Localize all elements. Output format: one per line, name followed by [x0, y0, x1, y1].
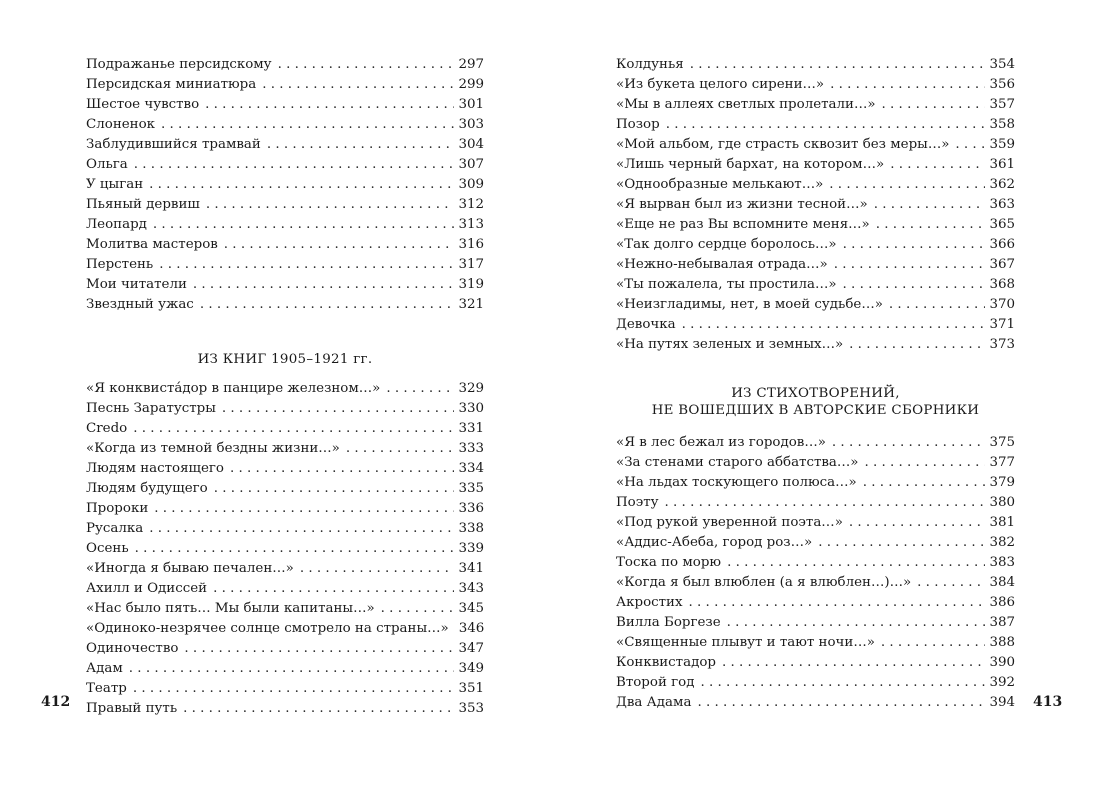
toc-entry: [86, 255, 484, 275]
dot-leader: [689, 593, 986, 613]
toc-entry: [86, 639, 484, 659]
toc-entry: [86, 579, 484, 599]
section-heading-uncollected-line1: ИЗ СТИХОТВОРЕНИЙ,: [731, 386, 900, 401]
toc-entry-page: 373: [989, 337, 1015, 352]
toc-entry-page: 356: [989, 77, 1015, 92]
toc-entry-title: «Я конквиста́дор в панцире железном…»: [86, 381, 381, 396]
dot-leader: [874, 195, 986, 215]
toc-entry-title: «На путях зеленых и земных…»: [616, 337, 844, 352]
toc-entry-title: Персидская миниатюра: [86, 77, 257, 92]
dot-leader: [864, 453, 985, 473]
toc-entry: [86, 215, 484, 235]
toc-entry-page: 386: [989, 595, 1015, 610]
toc-entry-page: 367: [989, 257, 1015, 272]
toc-entry-title: «Еще не раз Вы вспомните меня…»: [616, 217, 870, 232]
toc-entry-page: 347: [458, 641, 484, 656]
toc-entry-page: 365: [989, 217, 1015, 232]
dot-leader: [153, 215, 455, 235]
toc-entry: [616, 315, 1015, 335]
right-page: [550, 0, 1100, 789]
toc-entry-title: Credo: [86, 421, 128, 436]
dot-leader: [832, 433, 986, 453]
toc-entry: [86, 95, 484, 115]
toc-entry-title: Конквистадор: [616, 655, 716, 670]
toc-entry-title: «Нас было пять… Мы были капитаны…»: [86, 601, 375, 616]
toc-entry-page: 343: [458, 581, 484, 596]
toc-entry: [86, 235, 484, 255]
dot-leader: [300, 559, 455, 579]
toc-entry-page: 377: [989, 455, 1015, 470]
dot-leader: [183, 699, 454, 719]
section-heading-books: ИЗ КНИГ 1905–1921 гг.: [197, 352, 373, 367]
toc-entry-page: 321: [458, 297, 484, 312]
toc-entry-title: Людям будущего: [86, 481, 208, 496]
dot-leader: [278, 55, 455, 75]
toc-entry-page: 392: [989, 675, 1015, 690]
dot-leader: [917, 573, 985, 593]
toc-entry-page: 334: [458, 461, 484, 476]
toc-entry-title: «Я вырван был из жизни тесной…»: [616, 197, 868, 212]
toc-entry-page: 388: [989, 635, 1015, 650]
toc-entry-title: «Когда из темной бездны жизни…»: [86, 441, 340, 456]
toc-entry: [616, 155, 1015, 175]
dot-leader: [267, 135, 455, 155]
toc-entry: [86, 479, 484, 499]
toc-entry-title: «Неизгладимы, нет, в моей судьбе…»: [616, 297, 883, 312]
dot-leader: [722, 653, 985, 673]
toc-entry-title: Перстень: [86, 257, 154, 272]
toc-entry-title: «Священные плывут и тают ночи…»: [616, 635, 875, 650]
toc-entry-title: Мои читатели: [86, 277, 187, 292]
toc-entry-title: Подражанье персидскому: [86, 57, 272, 72]
toc-entry-title: Молитва мастеров: [86, 237, 218, 252]
toc-entry: [86, 499, 484, 519]
dot-leader: [214, 479, 455, 499]
dot-leader: [134, 155, 455, 175]
toc-entry-title: «Под рукой уверенной поэта…»: [616, 515, 843, 530]
toc-entry-title: Пророки: [86, 501, 149, 516]
toc-entry-page: 370: [989, 297, 1015, 312]
toc-list-left-top: [86, 55, 484, 315]
dot-leader: [184, 639, 454, 659]
toc-entry-title: Колдунья: [616, 57, 684, 72]
page-number-left: 412: [41, 694, 71, 710]
section-heading-uncollected-line2: НЕ ВОШЕДШИХ В АВТОРСКИЕ СБОРНИКИ: [651, 403, 980, 418]
dot-leader: [386, 379, 454, 399]
page-number-right: 413: [1033, 694, 1063, 710]
toc-entry: [86, 459, 484, 479]
toc-entry: [616, 633, 1015, 653]
toc-entry-page: 349: [458, 661, 484, 676]
toc-entry-title: Людям настоящего: [86, 461, 224, 476]
toc-entry-title: «Аддис-Абеба, город роз…»: [616, 535, 813, 550]
toc-entry-page: 382: [989, 535, 1015, 550]
toc-entry: [616, 195, 1015, 215]
toc-entry-page: 316: [458, 237, 484, 252]
toc-entry: [616, 693, 1015, 713]
toc-entry-page: 359: [989, 137, 1015, 152]
toc-entry-page: 331: [458, 421, 484, 436]
dot-leader: [200, 295, 455, 315]
toc-entry-page: 333: [458, 441, 484, 456]
toc-entry: [616, 55, 1015, 75]
toc-entry-page: 366: [989, 237, 1015, 252]
toc-entry-title: Поэту: [616, 495, 659, 510]
toc-entry: [86, 599, 484, 619]
toc-entry: [616, 255, 1015, 275]
toc-entry: [616, 513, 1015, 533]
toc-entry-title: «Ты пожалела, ты простила…»: [616, 277, 837, 292]
toc-entry-page: 329: [458, 381, 484, 396]
dot-leader: [666, 115, 986, 135]
dot-leader: [881, 633, 986, 653]
toc-entry: [616, 135, 1015, 155]
dot-leader: [161, 115, 454, 135]
toc-entry-page: 361: [989, 157, 1015, 172]
toc-entry-page: 336: [458, 501, 484, 516]
toc-entry: [86, 519, 484, 539]
toc-entry-page: 381: [989, 515, 1015, 530]
dot-leader: [843, 275, 986, 295]
toc-entry-page: 307: [458, 157, 484, 172]
toc-entry-title: Театр: [86, 681, 127, 696]
toc-entry: [616, 75, 1015, 95]
toc-entry: [616, 673, 1015, 693]
toc-entry: [616, 175, 1015, 195]
toc-entry: [86, 679, 484, 699]
toc-entry: [616, 275, 1015, 295]
toc-entry-title: Пьяный дервиш: [86, 197, 200, 212]
toc-entry-page: 312: [458, 197, 484, 212]
dot-leader: [690, 55, 986, 75]
toc-entry: [616, 115, 1015, 135]
toc-entry-title: Правый путь: [86, 701, 178, 716]
dot-leader: [224, 235, 455, 255]
toc-entry-page: 297: [458, 57, 484, 72]
toc-entry: [616, 335, 1015, 355]
dot-leader: [882, 95, 986, 115]
toc-entry-page: 309: [458, 177, 484, 192]
toc-entry-title: У цыган: [86, 177, 144, 192]
toc-entry-title: «Нежно-небывалая отрада…»: [616, 257, 828, 272]
toc-entry-page: 357: [989, 97, 1015, 112]
dot-leader: [818, 533, 985, 553]
toc-entry-title: Ольга: [86, 157, 128, 172]
toc-entry-title: Позор: [616, 117, 660, 132]
dot-leader: [133, 679, 455, 699]
toc-entry-page: 383: [989, 555, 1015, 570]
toc-entry-title: «Из букета целого сирени…»: [616, 77, 825, 92]
dot-leader: [876, 215, 986, 235]
toc-entry-title: Тоска по морю: [616, 555, 722, 570]
dot-leader: [727, 553, 985, 573]
toc-entry-page: 363: [989, 197, 1015, 212]
dot-leader: [697, 693, 985, 713]
toc-entry-title: Леопард: [86, 217, 147, 232]
toc-entry-page: 358: [989, 117, 1015, 132]
dot-leader: [206, 195, 455, 215]
toc-entry-page: 313: [458, 217, 484, 232]
toc-entry-page: 375: [989, 435, 1015, 450]
dot-leader: [890, 155, 985, 175]
dot-leader: [213, 579, 454, 599]
dot-leader: [889, 295, 986, 315]
dot-leader: [154, 499, 454, 519]
toc-entry-title: «Одиноко-незрячее солнце смотрело на страны…»: [86, 621, 449, 636]
toc-entry-page: 338: [458, 521, 484, 536]
dot-leader: [381, 599, 455, 619]
dot-leader: [849, 513, 986, 533]
toc-entry-title: Ахилл и Одиссей: [86, 581, 208, 596]
toc-entry-title: Одиночество: [86, 641, 179, 656]
toc-entry-title: «Мы в аллеях светлых пролетали…»: [616, 97, 876, 112]
toc-entry-page: 299: [458, 77, 484, 92]
toc-entry: [616, 533, 1015, 553]
toc-entry-page: 368: [989, 277, 1015, 292]
toc-list-books: [86, 379, 484, 719]
dot-leader: [133, 419, 454, 439]
dot-leader: [193, 275, 455, 295]
toc-entry-title: Слоненок: [86, 117, 156, 132]
toc-entry: [616, 613, 1015, 633]
dot-leader: [129, 659, 455, 679]
dot-leader: [262, 75, 454, 95]
toc-entry-title: Адам: [86, 661, 123, 676]
toc-entry: [616, 653, 1015, 673]
toc-entry-page: 301: [458, 97, 484, 112]
toc-entry: [86, 115, 484, 135]
toc-entry: [616, 215, 1015, 235]
toc-entry-page: 304: [458, 137, 484, 152]
toc-entry: [616, 573, 1015, 593]
toc-entry-title: «Я в лес бежал из городов…»: [616, 435, 826, 450]
toc-entry: [86, 699, 484, 719]
toc-entry: [86, 659, 484, 679]
toc-entry-page: 387: [989, 615, 1015, 630]
dot-leader: [149, 175, 454, 195]
toc-entry-page: 339: [458, 541, 484, 556]
toc-entry-title: Русалка: [86, 521, 144, 536]
toc-entry-title: Звездный ужас: [86, 297, 194, 312]
toc-entry-page: 384: [989, 575, 1015, 590]
toc-entry: [616, 473, 1015, 493]
dot-leader: [863, 473, 986, 493]
dot-leader: [346, 439, 455, 459]
toc-entry-title: Второй год: [616, 675, 695, 690]
toc-list-right-top: [616, 55, 1015, 355]
toc-entry: [86, 75, 484, 95]
toc-entry-title: Шестое чувство: [86, 97, 200, 112]
dot-leader: [665, 493, 986, 513]
toc-entry-title: «Однообразные мелькают…»: [616, 177, 824, 192]
dot-leader: [834, 255, 986, 275]
toc-entry-title: «Когда я был влюблен (а я влюблен…)…»: [616, 575, 912, 590]
toc-entry: [616, 235, 1015, 255]
toc-entry: [616, 433, 1015, 453]
toc-entry-title: Заблудившийся трамвай: [86, 137, 261, 152]
toc-entry-title: «Лишь черный бархат, на котором…»: [616, 157, 885, 172]
toc-entry-page: 317: [458, 257, 484, 272]
toc-entry: [616, 453, 1015, 473]
toc-entry-page: 380: [989, 495, 1015, 510]
toc-entry: [86, 175, 484, 195]
toc-list-uncollected: [616, 433, 1015, 713]
toc-entry-page: 303: [458, 117, 484, 132]
toc-entry: [86, 379, 484, 399]
dot-leader: [135, 539, 455, 559]
toc-entry-title: Девочка: [616, 317, 676, 332]
toc-entry-page: 379: [989, 475, 1015, 490]
toc-entry: [86, 195, 484, 215]
toc-entry-page: 390: [989, 655, 1015, 670]
toc-entry: [616, 95, 1015, 115]
toc-entry-page: 394: [989, 695, 1015, 710]
toc-entry-page: 319: [458, 277, 484, 292]
dot-leader: [159, 255, 454, 275]
dot-leader: [149, 519, 454, 539]
toc-entry-title: «Иногда я бываю печален…»: [86, 561, 294, 576]
toc-entry-title: Осень: [86, 541, 129, 556]
toc-entry-title: «Так долго сердце боролось…»: [616, 237, 837, 252]
toc-entry: [86, 295, 484, 315]
toc-entry: [86, 619, 484, 639]
toc-entry-title: Песнь Заратустры: [86, 401, 216, 416]
toc-entry: [86, 539, 484, 559]
toc-entry-title: «На льдах тоскующего полюса…»: [616, 475, 857, 490]
toc-entry: [86, 275, 484, 295]
dot-leader: [205, 95, 454, 115]
toc-entry: [86, 439, 484, 459]
toc-entry: [616, 295, 1015, 315]
toc-entry-title: Вилла Боргезе: [616, 615, 721, 630]
toc-entry-title: Два Адама: [616, 695, 692, 710]
toc-entry: [86, 55, 484, 75]
toc-entry: [86, 399, 484, 419]
toc-entry-page: 345: [458, 601, 484, 616]
toc-entry-page: 371: [989, 317, 1015, 332]
toc-entry-title: «Мой альбом, где страсть сквозит без меры…»: [616, 137, 950, 152]
toc-entry: [616, 593, 1015, 613]
dot-leader: [955, 135, 985, 155]
toc-entry-page: 362: [989, 177, 1015, 192]
dot-leader: [843, 235, 986, 255]
toc-entry: [86, 135, 484, 155]
toc-entry-page: 330: [458, 401, 484, 416]
toc-entry: [86, 419, 484, 439]
dot-leader: [222, 399, 455, 419]
dot-leader: [230, 459, 454, 479]
toc-entry-title: «За стенами старого аббатства…»: [616, 455, 859, 470]
toc-entry-page: 351: [458, 681, 484, 696]
toc-entry: [616, 553, 1015, 573]
toc-entry-page: 346: [458, 621, 485, 636]
toc-entry: [86, 559, 484, 579]
toc-entry-page: 335: [458, 481, 484, 496]
toc-entry-page: 341: [458, 561, 484, 576]
dot-leader: [830, 75, 985, 95]
dot-leader: [829, 175, 985, 195]
dot-leader: [682, 315, 986, 335]
dot-leader: [727, 613, 986, 633]
dot-leader: [700, 673, 985, 693]
toc-entry-page: 353: [458, 701, 484, 716]
toc-entry: [86, 155, 484, 175]
toc-entry: [616, 493, 1015, 513]
dot-leader: [849, 335, 985, 355]
toc-entry-title: Акростих: [616, 595, 683, 610]
toc-entry-page: 354: [989, 57, 1015, 72]
